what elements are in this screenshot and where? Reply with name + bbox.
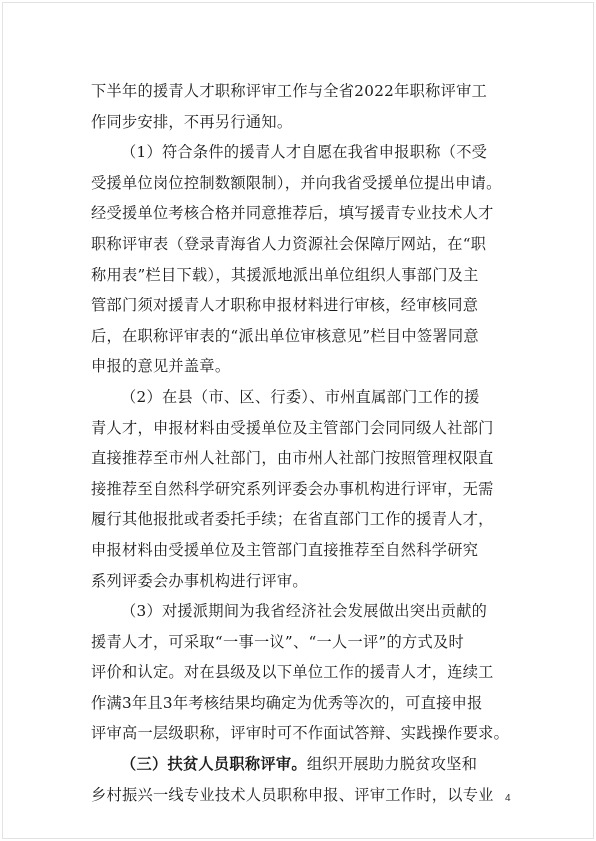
text-line: （1）符合条件的援青人才自愿在我省申报职称（不受 — [121, 143, 488, 162]
text-line: 作同步安排，不再另行通知。 — [91, 112, 293, 131]
page-number: 4 — [505, 793, 511, 804]
text-line: 称用表”栏目下载），其援派地派出单位组织人事部门及主 — [91, 265, 479, 284]
text-line: 申报的意见并盖章。 — [91, 357, 231, 376]
text-line: 经受援单位考核合格并同意推荐后，填写援青专业技术人才 — [91, 204, 494, 223]
paragraph-lines — [91, 76, 509, 749]
text-line: 评审高一层级职称，评审时可不作面试答辩、实践操作要求。 — [91, 724, 509, 743]
text-line: 评价和认定。对在县级及以下单位工作的援青人才，连续工 — [91, 663, 494, 682]
section-heading: （三）扶贫人员职称评审。 — [121, 755, 307, 774]
text-line: 乡村振兴一线专业技术人员职称申报、评审工作时，以专业 — [91, 785, 494, 804]
text-line: 申报材料由受援单位及主管部门直接推荐至自然科学研究 — [91, 540, 479, 559]
text-line: 青人才，申报材料由受援单位及主管部门会同同级人社部门 — [91, 418, 494, 437]
text-line: 系列评委会办事机构进行评审。 — [91, 571, 308, 590]
text-line: 职称评审表（登录青海省人力资源社会保障厅网站，在“职 — [91, 234, 487, 253]
text-line: 下半年的援青人才职称评审工作与全省2022年职称评审工 — [91, 82, 488, 100]
section-heading-rest: 组织开展助力脱贫攻坚和 — [306, 755, 478, 774]
text-line: 管部门须对援青人才职称申报材料进行审核，经审核同意 — [91, 296, 479, 315]
text-line: 援青人才，可采取“一事一议”、“一人一评”的方式及时 — [91, 632, 464, 651]
text-line: （2）在县（市、区、行委）、市州直属部门工作的援 — [121, 387, 480, 406]
text-line: 直接推荐至市州人社部门，由市州人社部门按照管理权限直 — [91, 449, 494, 468]
document-body — [91, 76, 509, 810]
text-line: 受援单位岗位控制数额限制），并向我省受援单位提出申请。 — [91, 173, 502, 192]
text-line: 后，在职称评审表的“派出单位审核意见”栏目中签署同意 — [91, 326, 479, 345]
text-line: 履行其他报批或者委托手续；在省直部门工作的援青人才， — [91, 510, 494, 529]
text-line: 作满3年且3年考核结果均确定为优秀等次的，可直接申报 — [91, 693, 483, 712]
text-line: 接推荐至自然科学研究系列评委会办事机构进行评审，无需 — [91, 479, 494, 498]
text-line: （3）对援派期间为我省经济社会发展做出突出贡献的 — [121, 602, 488, 621]
section-heading-line — [91, 749, 509, 780]
